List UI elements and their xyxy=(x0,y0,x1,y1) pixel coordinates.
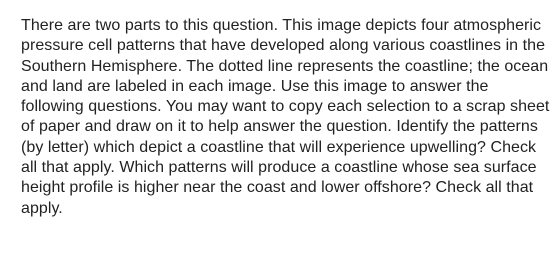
question-text: There are two parts to this question. This image depicts four atmospheric pressure cell patterns that have developed along various coastlines in the Southern Hemisphere. The dotted line represents the coastline; the ocean and land are labeled in each image. Use this image to answer the following questions. You may want to copy each selection to a scrap sheet of paper and draw on it to help answer the question. Identify the patterns (by letter) which depict a coastline that will experience upwelling? Check all that apply. Which patterns will produce a coastline whose sea surface height profile is higher near the coast and lower offshore? Check all that apply. xyxy=(21,17,550,217)
